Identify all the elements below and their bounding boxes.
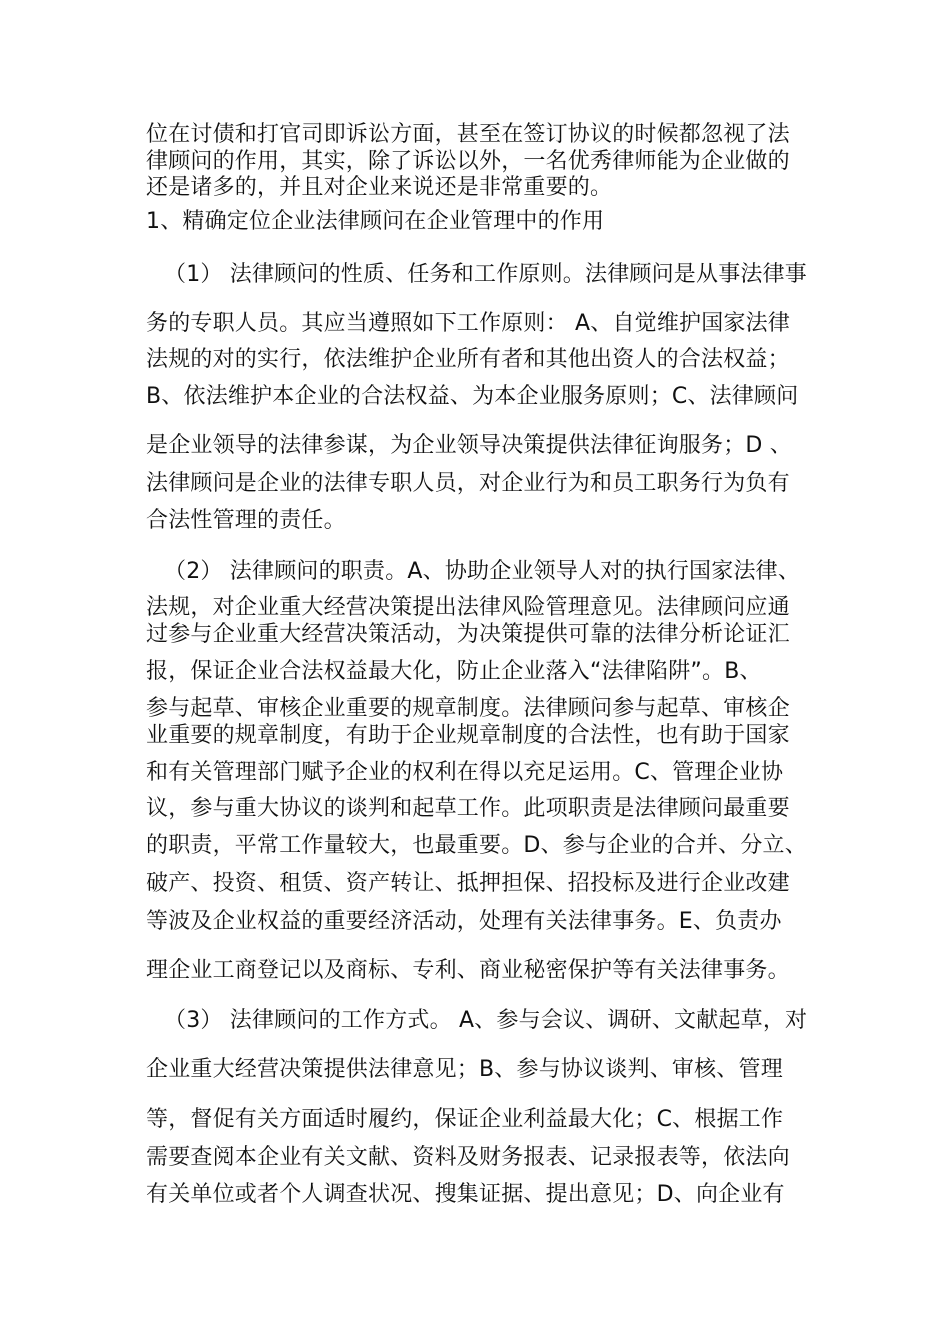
text-line: 破产、投资、租赁、资产转让、抵押担保、招投标及进行企业改建: [146, 871, 790, 896]
paragraph-heading: （3） 法律顾问的工作方式。 A、参与会议、调研、文献起草，对: [164, 1008, 808, 1033]
text-line: 过参与企业重大经营决策活动，为决策提供可靠的法律分析论证汇: [146, 622, 790, 647]
text-line: 是企业领导的法律参谋，为企业领导决策提供法律征询服务；D 、: [146, 433, 792, 458]
text-line: 议，参与重大协议的谈判和起草工作。此项职责是法律顾问最重要: [146, 796, 790, 821]
text-line: 法律顾问是企业的法律专职人员，对企业行为和员工职务行为负有: [146, 471, 790, 496]
paragraph-heading: （1） 法律顾问的性质、任务和工作原则。法律顾问是从事法律事: [164, 262, 807, 287]
text-line: 律顾问的作用，其实，除了诉讼以外，一名优秀律师能为企业做的: [146, 149, 790, 174]
text-line: 理企业工商登记以及商标、专利、商业秘密保护等有关法律事务。: [146, 958, 790, 983]
text-line: 需要查阅本企业有关文献、资料及财务报表、记录报表等，依法向: [146, 1145, 790, 1170]
text-line: 等波及企业权益的重要经济活动，处理有关法律事务。E、负责办: [146, 909, 782, 934]
text-line: 还是诸多的，并且对企业来说还是非常重要的。: [146, 175, 613, 200]
text-line: 合法性管理的责任。: [146, 508, 346, 533]
paragraph-heading: （2） 法律顾问的职责。A、协助企业领导人对的执行国家法律、: [164, 559, 801, 584]
text-line: B、依法维护本企业的合法权益、为本企业服务原则；C、法律顾问: [146, 384, 799, 409]
text-line: 法规，对企业重大经营决策提出法律风险管理意见。法律顾问应通: [146, 595, 790, 620]
text-line: 和有关管理部门赋予企业的权利在得以充足运用。C、管理企业协: [146, 760, 784, 785]
text-line: 务的专职人员。其应当遵照如下工作原则： A、自觉维护国家法律: [146, 311, 791, 336]
text-line: 业重要的规章制度，有助于企业规章制度的合法性，也有助于国家: [146, 723, 790, 748]
text-line: 的职责，平常工作量较大，也最重要。D、参与企业的合并、分立、: [146, 833, 807, 858]
section-heading: 1、精确定位企业法律顾问在企业管理中的作用: [146, 209, 605, 234]
text-line: 等，督促有关方面适时履约，保证企业利益最大化；C、根据工作: [146, 1107, 784, 1132]
text-line: 报，保证企业合法权益最大化，防止企业落入“法律陷阱”。B、: [146, 659, 762, 684]
text-line: 有关单位或者个人调查状况、搜集证据、提出意见；D、向企业有: [146, 1182, 785, 1207]
text-line: 法规的对的实行，依法维护企业所有者和其他出资人的合法权益；: [146, 347, 790, 372]
text-line: 企业重大经营决策提供法律意见；B、参与协议谈判、审核、管理: [146, 1057, 783, 1082]
text-line: 位在讨债和打官司即诉讼方面，甚至在签订协议的时候都忽视了法: [146, 122, 790, 147]
text-line: 参与起草、审核企业重要的规章制度。法律顾问参与起草、审核企: [146, 696, 790, 721]
